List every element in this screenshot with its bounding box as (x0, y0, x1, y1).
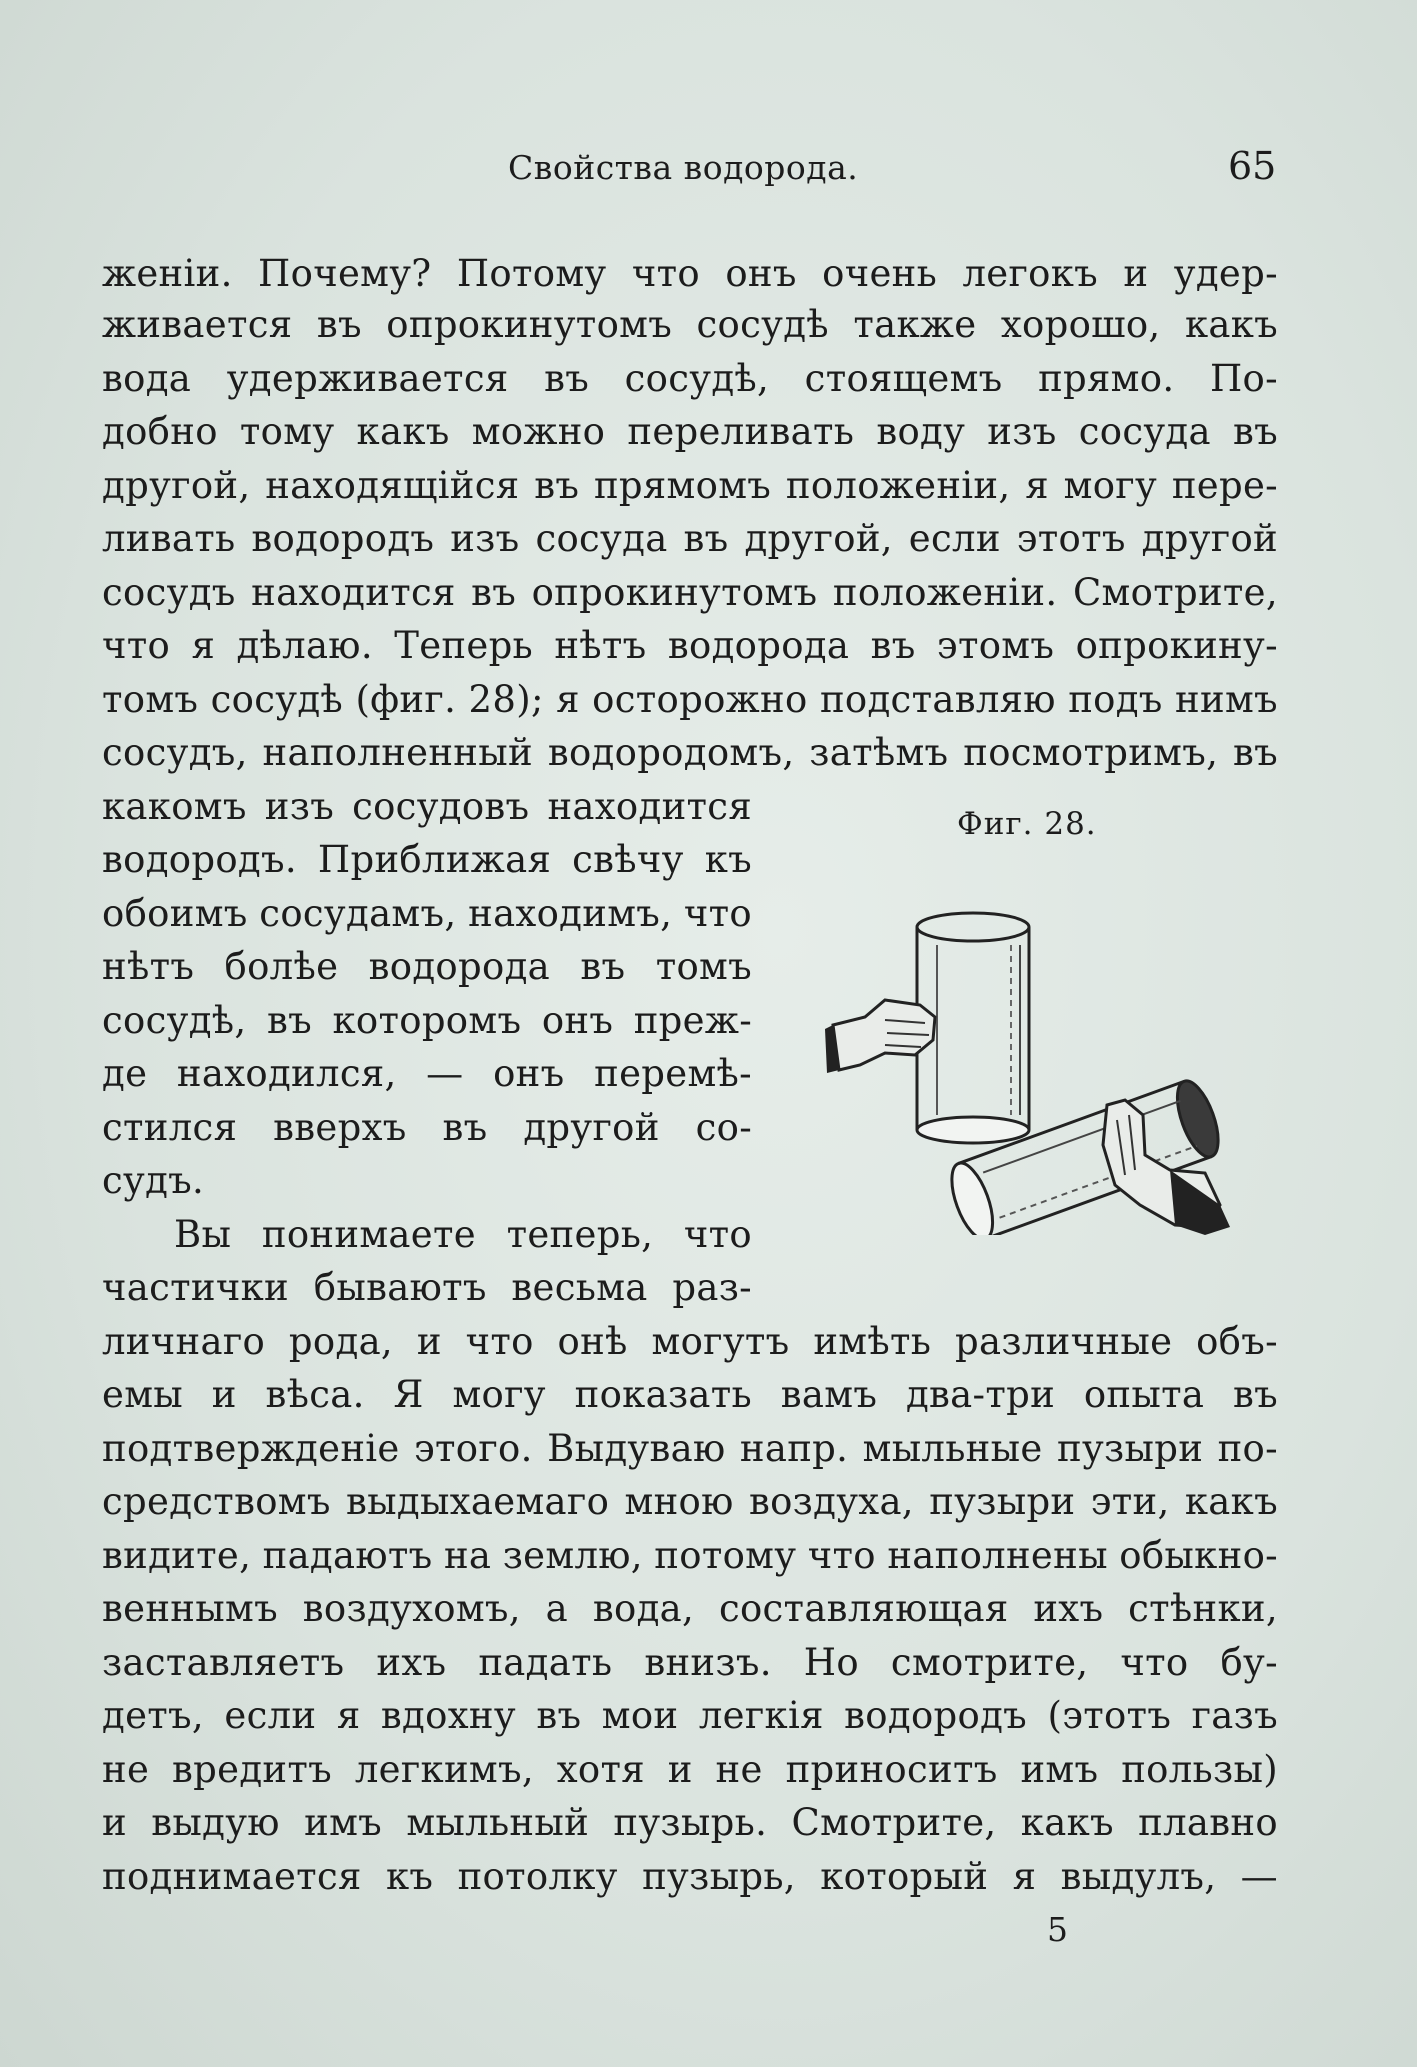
text-line: поднимается къ потолку пузырь, который я выдулъ, — (102, 1855, 1278, 1898)
text-line: живается въ опрокинутомъ сосудѣ также хорошо, какъ (102, 303, 1278, 346)
text-line: детъ, если я вдохну въ мои легкія водородъ (этотъ газъ (102, 1694, 1278, 1737)
page-number: 65 (1228, 144, 1277, 188)
text-line: добно тому какъ можно переливать воду изъ сосуда въ (102, 410, 1278, 453)
text-line: личнаго рода, и что онѣ могутъ имѣть различные объ- (102, 1320, 1278, 1363)
text-line: ливать водородъ изъ сосуда въ другой, если этотъ другой (102, 517, 1278, 560)
text-line: стился вверхъ въ другой со- (102, 1106, 752, 1149)
text-line: что я дѣлаю. Теперь нѣтъ водорода въ этомъ опрокину- (102, 624, 1278, 667)
text-line: видите, падаютъ на землю, потому что наполнены обыкно- (102, 1534, 1278, 1577)
text-line: другой, находящійся въ прямомъ положеніи, я могу пере- (102, 464, 1278, 507)
text-line: средствомъ выдыхаемаго мною воздуха, пузыри эти, какъ (102, 1480, 1278, 1523)
text-line: нѣтъ болѣе водорода въ томъ (102, 945, 752, 988)
text-line: сосудъ, наполненный водородомъ, затѣмъ посмотримъ, въ (102, 731, 1278, 774)
text-line: вода удерживается въ сосудѣ, стоящемъ прямо. По- (102, 357, 1278, 400)
figure-28-illustration (825, 905, 1235, 1235)
text-line: сосудъ находится въ опрокинутомъ положеніи. Смотрите, (102, 571, 1278, 614)
text-line: де находился, — онъ перемѣ- (102, 1052, 752, 1095)
text-line: сосудѣ, въ которомъ онъ преж- (102, 999, 752, 1042)
figure-caption: Фиг. 28. (957, 806, 1097, 842)
text-line: заставляетъ ихъ падать внизъ. Но смотрите, что бу- (102, 1641, 1278, 1684)
text-line: какомъ изъ сосудовъ находится (102, 785, 752, 828)
text-line: женіи. Почему? Потому что онъ очень легокъ и удер- (102, 252, 1278, 295)
text-line: и выдую имъ мыльный пузырь. Смотрите, какъ плавно (102, 1801, 1278, 1844)
text-line: подтвержденіе этого. Выдуваю напр. мыльные пузыри по- (102, 1427, 1278, 1470)
text-line: обоимъ сосудамъ, находимъ, что (102, 892, 752, 935)
text-line: не вредитъ легкимъ, хотя и не приноситъ имъ пользы) (102, 1748, 1278, 1791)
running-header-title: Свойства водорода. (508, 148, 859, 187)
text-line: водородъ. Приближая свѣчу къ (102, 838, 752, 881)
text-line: томъ сосудѣ (фиг. 28); я осторожно подставляю подъ нимъ (102, 678, 1278, 721)
text-line: емы и вѣса. Я могу показать вамъ два-три опыта въ (102, 1373, 1278, 1416)
text-line: частички бываютъ весьма раз- (102, 1266, 752, 1309)
text-line: судъ. (102, 1159, 205, 1202)
text-line: Вы понимаете теперь, что (174, 1213, 752, 1256)
signature-mark: 5 (1047, 1910, 1068, 1949)
text-line: веннымъ воздухомъ, а вода, составляющая ихъ стѣнки, (102, 1587, 1278, 1630)
